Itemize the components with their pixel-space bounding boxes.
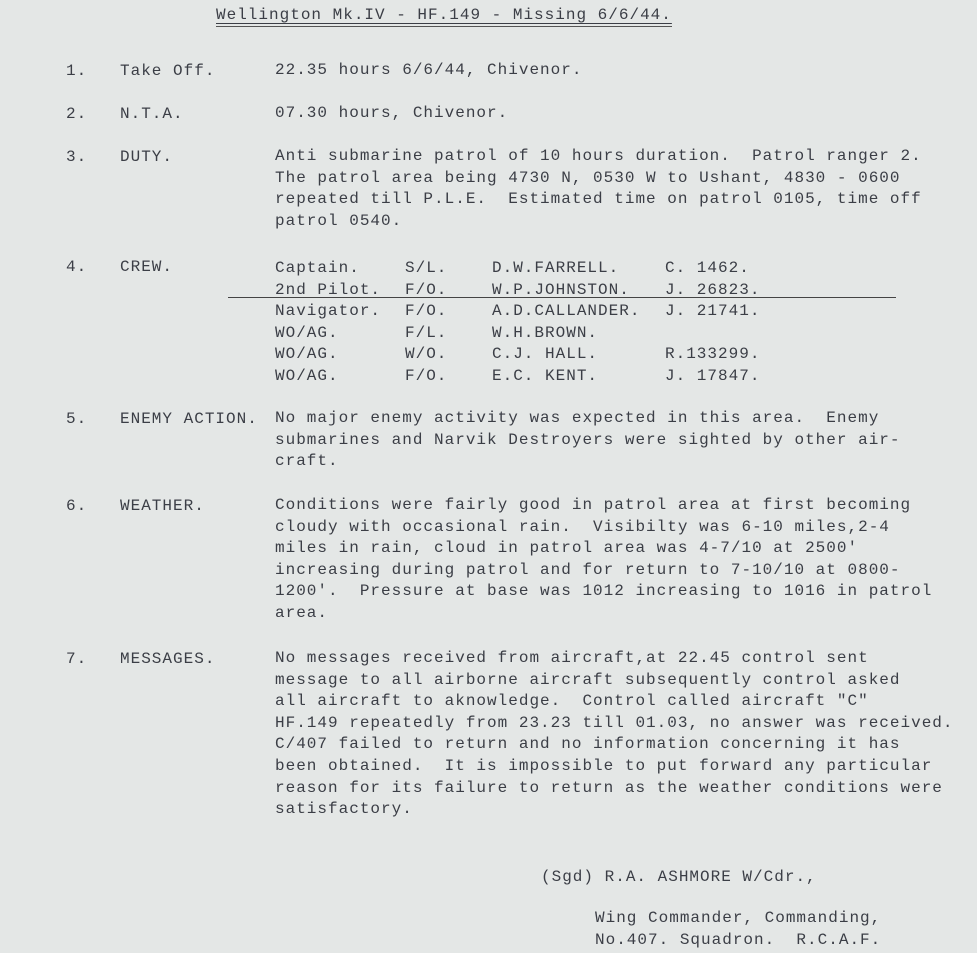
text-line: satisfactory. bbox=[275, 800, 413, 819]
section-label: ENEMY ACTION. bbox=[120, 410, 258, 428]
section-label: Take Off. bbox=[120, 62, 216, 80]
crew-number: R.133299. bbox=[665, 345, 761, 364]
signature-title: Wing Commander, Commanding, bbox=[595, 909, 882, 927]
text-line: No messages received from aircraft,at 22.45 control sent bbox=[275, 649, 869, 667]
crew-rank: F/L. bbox=[405, 323, 448, 342]
crew-role: 2nd Pilot. bbox=[275, 280, 382, 299]
crew-number: J. 26823. bbox=[665, 280, 761, 299]
text-line: all aircraft to aknowledge. Control called aircraft "C" bbox=[275, 692, 869, 711]
text-line: message to all airborne aircraft subsequently control asked bbox=[275, 670, 901, 689]
crew-rank: F/O. bbox=[405, 280, 448, 299]
crew-name: C.J. HALL. bbox=[492, 345, 599, 364]
text-line: craft. bbox=[275, 452, 339, 471]
section-number: 2. bbox=[66, 105, 88, 123]
crew-name: E.C. KENT. bbox=[492, 366, 599, 385]
section-body bbox=[275, 408, 901, 473]
section-label: DUTY. bbox=[120, 148, 174, 166]
section-body bbox=[275, 495, 932, 625]
section-number: 3. bbox=[66, 148, 88, 166]
text-line: miles in rain, cloud in patrol area was 4-7/10 at 2500' bbox=[275, 539, 859, 558]
text-line: been obtained. It is impossible to put forward any particular bbox=[275, 756, 933, 775]
section-body bbox=[275, 60, 582, 82]
text-line: repeated till P.L.E. Estimated time on patrol 0105, time off bbox=[275, 190, 922, 209]
section-label: CREW. bbox=[120, 258, 174, 276]
text-line: HF.149 repeatedly from 23.23 till 01.03, no answer was received. bbox=[275, 713, 954, 732]
signature-unit: No.407. Squadron. R.C.A.F. bbox=[595, 931, 882, 949]
section-body bbox=[275, 103, 508, 125]
text-line: No major enemy activity was expected in this area. Enemy bbox=[275, 409, 880, 427]
section-label: MESSAGES. bbox=[120, 650, 216, 668]
text-line: Conditions were fairly good in patrol area at first becoming bbox=[275, 496, 912, 514]
section-label: WEATHER. bbox=[120, 497, 205, 515]
crew-role: Navigator. bbox=[275, 302, 382, 321]
crew-name: D.W.FARRELL. bbox=[492, 259, 620, 277]
text-line: 22.35 hours 6/6/44, Chivenor. bbox=[275, 61, 583, 79]
text-line: The patrol area being 4730 N, 0530 W to Ushant, 4830 - 0600 bbox=[275, 168, 901, 187]
crew-role: WO/AG. bbox=[275, 345, 339, 364]
crew-number: J. 17847. bbox=[665, 366, 761, 385]
crew-row bbox=[275, 258, 760, 280]
text-line: area. bbox=[275, 603, 329, 622]
crew-name: W.H.BROWN. bbox=[492, 323, 599, 342]
signature-line: (Sgd) R.A. ASHMORE W/Cdr., bbox=[541, 868, 817, 886]
text-line: C/407 failed to return and no information concerning it has bbox=[275, 735, 901, 754]
crew-name: W.P.JOHNSTON. bbox=[492, 280, 630, 299]
section-number: 1. bbox=[66, 62, 88, 80]
text-line: 07.30 hours, Chivenor. bbox=[275, 104, 509, 122]
crew-row bbox=[275, 323, 760, 345]
text-line: 1200'. Pressure at base was 1012 increasing to 1016 in patrol bbox=[275, 582, 933, 601]
text-line: submarines and Narvik Destroyers were sighted by other air- bbox=[275, 430, 901, 449]
crew-row bbox=[275, 344, 760, 366]
crew-number: C. 1462. bbox=[665, 259, 750, 277]
crew-rank: F/O. bbox=[405, 366, 448, 385]
crew-role: Captain. bbox=[275, 259, 360, 277]
crew-row bbox=[275, 301, 760, 323]
crew-rank: S/L. bbox=[405, 259, 448, 277]
crew-role: WO/AG. bbox=[275, 323, 339, 342]
text-line: increasing during patrol and for return to 7-10/10 at 0800- bbox=[275, 560, 901, 579]
section-number: 6. bbox=[66, 497, 88, 515]
text-line: Anti submarine patrol of 10 hours duration. Patrol ranger 2. bbox=[275, 147, 922, 165]
text-line: reason for its failure to return as the weather conditions were bbox=[275, 778, 943, 797]
document-title: Wellington Mk.IV - HF.149 - Missing 6/6/44. bbox=[216, 6, 672, 27]
section-body bbox=[275, 648, 954, 821]
section-body bbox=[275, 146, 922, 232]
crew-number: J. 21741. bbox=[665, 302, 761, 321]
crew-row bbox=[275, 366, 760, 388]
crew-row bbox=[275, 280, 760, 302]
text-line: patrol 0540. bbox=[275, 211, 403, 230]
crew-name: A.D.CALLANDER. bbox=[492, 302, 641, 321]
crew-table bbox=[275, 258, 760, 388]
section-number: 5. bbox=[66, 410, 88, 428]
section-number: 4. bbox=[66, 258, 88, 276]
crew-rank: W/O. bbox=[405, 345, 448, 364]
crew-rank: F/O. bbox=[405, 302, 448, 321]
section-label: N.T.A. bbox=[120, 105, 184, 123]
section-number: 7. bbox=[66, 650, 88, 668]
crew-role: WO/AG. bbox=[275, 366, 339, 385]
text-line: cloudy with occasional rain. Visibilty was 6-10 miles,2-4 bbox=[275, 517, 890, 536]
